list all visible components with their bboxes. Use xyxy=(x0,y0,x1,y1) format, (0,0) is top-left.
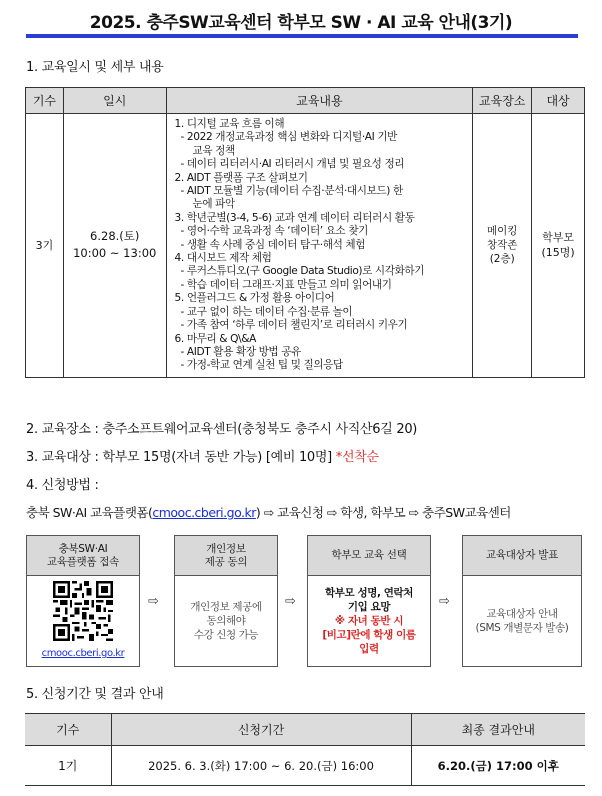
target-line: 학부모 xyxy=(542,231,574,245)
title-underline xyxy=(26,34,578,38)
period-table xyxy=(25,713,585,786)
content-detail: - 교구 없이 하는 데이터 수집·분류 놀이 xyxy=(180,305,353,318)
step-2-box xyxy=(174,535,278,667)
schedule-content xyxy=(166,114,473,378)
schedule-datetime xyxy=(63,114,166,378)
step-1-box xyxy=(26,535,140,667)
apply-path xyxy=(26,503,511,521)
step-1-title-line: 교육플랫폼 접속 xyxy=(47,555,119,568)
period-header-cohort: 기수 xyxy=(25,714,111,746)
step-4-body-line: 교육대상자 안내 xyxy=(486,608,558,620)
content-detail: - 생활 속 사례 중심 데이터 탐구·해석 체험 xyxy=(180,238,366,251)
step-2-body-line: 동의해야 xyxy=(206,615,246,627)
content-detail: 교육 정책 xyxy=(192,144,235,157)
step-2-title xyxy=(175,536,277,576)
schedule-header-target: 대상 xyxy=(532,88,585,114)
step-2-title-line: 개인정보 xyxy=(206,542,246,555)
step-3-note-line: [비고]란에 학생 이름 xyxy=(322,629,416,641)
target-line: (15명) xyxy=(541,246,575,260)
step-1-title xyxy=(27,536,139,576)
content-detail: - 2022 개정교육과정 핵심 변화와 디지털·AI 기반 xyxy=(180,131,398,144)
first-come-note: *선착순 xyxy=(335,450,379,465)
place-line: (2층) xyxy=(489,253,515,266)
step-2-body xyxy=(175,576,277,666)
step-4-title: 교육대상자 발표 xyxy=(463,536,581,576)
period-cohort: 1기 xyxy=(25,746,111,786)
content-detail: - 루커스튜디오(구 Google Data Studio)로 시각화하기 xyxy=(180,265,425,278)
step-1-title-line: 충북SW·AI xyxy=(58,542,108,555)
content-detail: - 가정-학교 연계 실천 팁 및 질의응답 xyxy=(180,359,343,372)
step-3-note-line: ※ 자녀 동반 시 xyxy=(334,615,404,627)
schedule-header-cohort: 기수 xyxy=(26,88,64,114)
period-header-result: 최종 결과안내 xyxy=(411,714,585,746)
section-3 xyxy=(26,446,379,465)
section-2-label: 2. 교육장소 : xyxy=(26,422,99,437)
platform-link[interactable]: cmooc.cberi.go.kr xyxy=(152,505,256,520)
right-arrow-icon: ⇨ xyxy=(285,594,296,609)
step-2-title-line: 제공 동의 xyxy=(204,555,248,568)
step-3-note-line: 입력 xyxy=(359,643,379,655)
schedule-header-row xyxy=(26,88,585,114)
schedule-header-datetime: 일시 xyxy=(63,88,166,114)
section-5-heading: 5. 신청기간 및 결과 안내 xyxy=(26,687,164,702)
step-2-body-line: 개인정보 제공에 xyxy=(190,601,262,613)
schedule-header-content: 교육내용 xyxy=(166,88,473,114)
step-1-link[interactable]: cmooc.cberi.go.kr xyxy=(41,648,125,659)
content-detail: - AIDT 모듈별 기능(데이터 수집·분석·대시보드) 한 xyxy=(180,185,403,198)
schedule-place xyxy=(473,114,532,378)
content-detail: - 가족 참여 ‘하루 데이터 챌린지’로 리터러시 키우기 xyxy=(180,319,408,332)
content-detail: 눈에 파악 xyxy=(192,198,235,211)
step-3-box xyxy=(307,535,431,667)
apply-suffix: ) ⇨ 교육신청 ⇨ 학생, 학부모 ⇨ 충주SW교육센터 xyxy=(255,505,511,520)
schedule-header-place: 교육장소 xyxy=(473,88,532,114)
section-1-heading: 1. 교육일시 및 세부 내용 xyxy=(26,60,164,75)
page-title: 2025. 충주SW교육센터 학부모 SW · AI 교육 안내(3기) xyxy=(89,13,513,33)
section-2 xyxy=(26,418,417,437)
content-detail: - 학습 데이터 그래프·지표 만들고 의미 읽어내기 xyxy=(180,278,392,291)
period-result: 6.20.(금) 17:00 이후 xyxy=(411,746,585,786)
place-line: 창작존 xyxy=(487,239,518,252)
schedule-date: 6.28.(토) xyxy=(90,229,140,244)
section-3-value: 학부모 15명(자녀 동반 가능) [예비 10명] xyxy=(102,450,332,465)
right-arrow-icon: ⇨ xyxy=(439,594,450,609)
section-3-label: 3. 교육대상 : xyxy=(26,450,99,465)
step-3-body-line: 학부모 성명, 연락처 xyxy=(324,587,414,599)
content-detail: - 영어·수학 교육과정 속 ‘데이터’ 요소 찾기 xyxy=(180,225,369,238)
step-1-body xyxy=(27,576,139,666)
step-3-title: 학부모 교육 선택 xyxy=(308,536,430,576)
step-3-body xyxy=(308,576,430,666)
step-2-body-line: 수강 신청 가능 xyxy=(193,629,259,641)
step-3-body-line: 기입 요망 xyxy=(347,601,391,613)
table-row xyxy=(25,746,585,786)
content-detail: - AIDT 활용 확장 방법 공유 xyxy=(180,345,301,358)
step-4-body xyxy=(463,576,581,666)
section-4-heading: 4. 신청방법 : xyxy=(26,478,99,493)
right-arrow-icon: ⇨ xyxy=(148,594,159,609)
content-topic: 6. 마무리 & Q\&A xyxy=(174,332,256,345)
period-header-row xyxy=(25,714,585,746)
table-row xyxy=(26,114,585,378)
section-2-value: 충주소프트웨어교육센터(충청북도 충주시 사직산6길 20) xyxy=(102,422,418,437)
place-line: 메이킹 xyxy=(487,225,518,238)
content-topic: 5. 언플러그드 & 가정 활용 아이디어 xyxy=(174,292,335,305)
content-topic: 4. 대시보드 제작 체험 xyxy=(174,252,272,265)
content-list xyxy=(173,118,469,373)
step-4-body-line: (SMS 개별문자 발송) xyxy=(475,622,569,634)
schedule-time: 10:00 ~ 13:00 xyxy=(73,246,157,261)
schedule-table xyxy=(25,87,585,378)
period-range: 2025. 6. 3.(화) 17:00 ~ 6. 20.(금) 16:00 xyxy=(111,746,411,786)
schedule-target xyxy=(532,114,585,378)
step-4-box xyxy=(462,535,582,667)
content-topic: 1. 디지털 교육 흐름 이해 xyxy=(174,118,285,130)
apply-prefix: 충북 SW·AI 교육플랫폼( xyxy=(26,505,153,520)
content-topic: 3. 학년군별(3-4, 5-6) 교과 연계 데이터 리터러시 활동 xyxy=(174,211,415,224)
schedule-cohort: 3기 xyxy=(26,114,64,378)
period-header-period: 신청기간 xyxy=(111,714,411,746)
content-topic: 2. AIDT 플랫폼 구조 살펴보기 xyxy=(174,171,308,184)
qr-code-icon[interactable] xyxy=(53,581,113,641)
content-detail: - 데이터 리터러시·AI 리터러시 개념 및 필요성 정리 xyxy=(180,158,405,171)
